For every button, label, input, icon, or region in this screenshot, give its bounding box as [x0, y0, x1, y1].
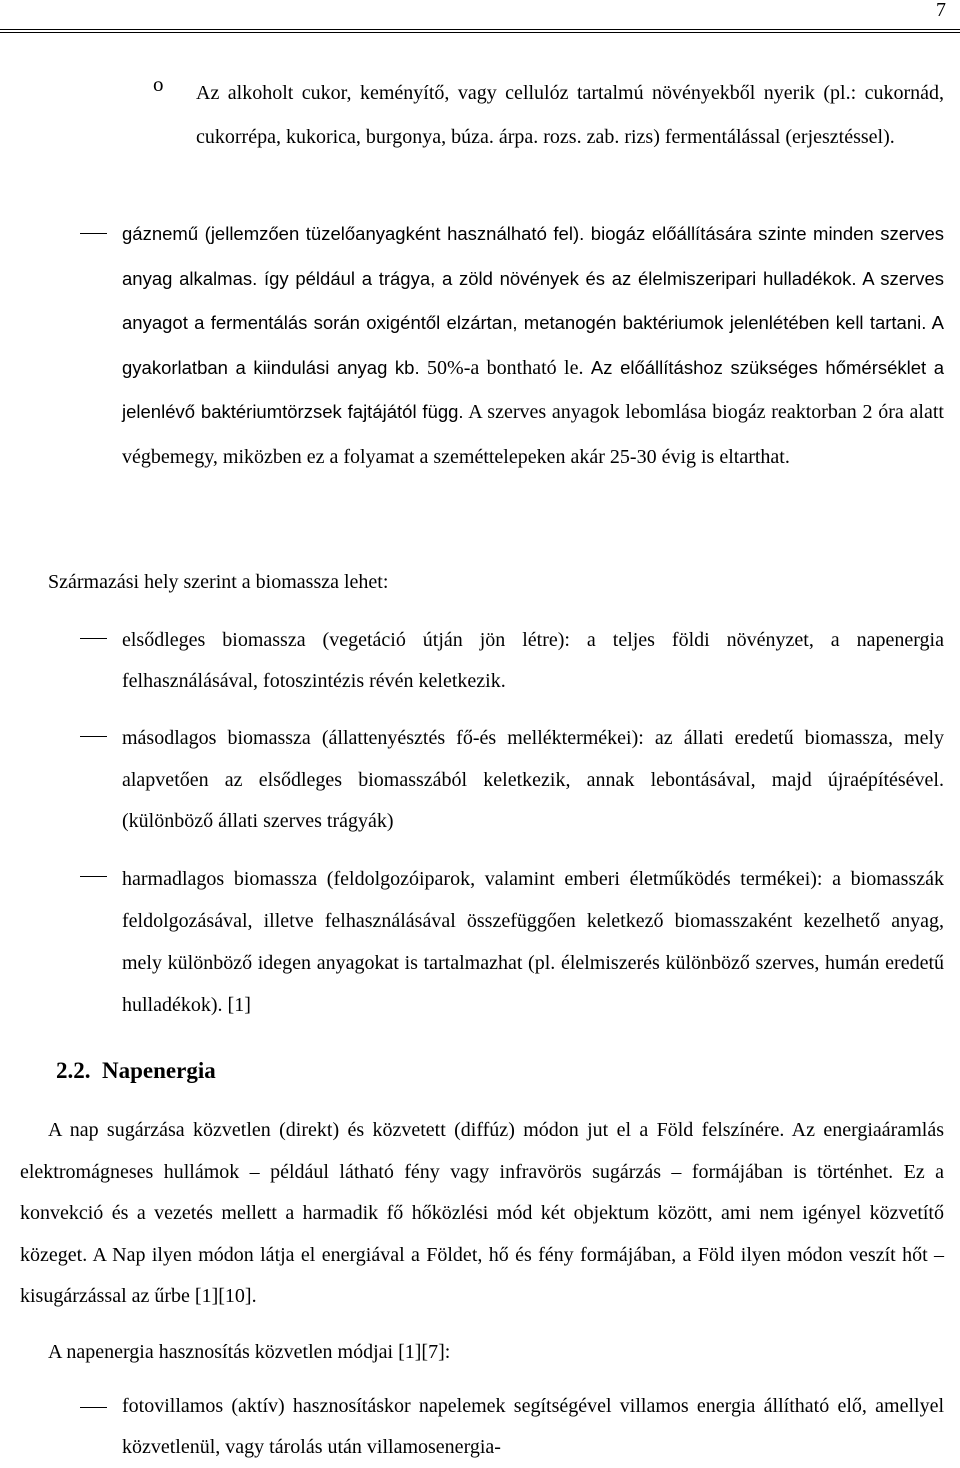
gas-text-part: A szerves anyagok lebomlása biogáz reaktorban 2 óra alatt végbemegy, miközben ez a folyamat a szeméttelepeken akár 25-30 évig is eltarthat.: [122, 401, 944, 468]
list-dash: [80, 1407, 107, 1408]
direct-use-item: fotovillamos (aktív) hasznosításkor napelemek segítségével villamos energia állítható elő, amellyel közvetlenül, vagy tárolás után villamosenergia-: [122, 1395, 944, 1458]
list-dash: [80, 638, 107, 639]
section-number: 2.2.: [56, 1058, 91, 1083]
sub-bullet-marker: o: [153, 72, 164, 96]
origin-item: harmadlagos biomassza (feldolgozóiparok, valamint emberi életműködés termékei): a biomasszák feldolgozásával, illetve felhasználásával összefüggően keletkező biomasszaként kezelhető anyag, mely különböző idegen anyagokat is tartalmazhat (pl. élelmiszerés különböző szerves, humán eredetű hulladékok). [1]: [122, 868, 944, 1016]
origin-item: elsődleges biomassza (vegetáció útján jön létre): a teljes földi növényzet, a napenergia felhasználásával, fotoszintézis révén keletkezik.: [122, 629, 944, 692]
list-dash: [80, 233, 107, 234]
gas-text-part: 50%-a bontható le.: [427, 356, 584, 379]
solar-paragraph: A nap sugárzása közvetlen (direkt) és közvetett (diffúz) módon jut el a Föld felszínére. Az energiaáramlás elektromágneses hullámok – például látható fény vagy infravörös sugárzás – formájában is történhet. Ez a konvekció és a vezetés mellett a harmadik fő hőközlési mód két objektum között, ami nem igényel közvetítő közeget. A Nap ilyen módon látja el energiával a Földet, hő és fény formájában, a Föld ilyen módon veszít hőt – kisugárzással az űrbe [1][10].: [20, 1119, 944, 1307]
origin-intro: Származási hely szerint a biomassza lehet:: [48, 571, 389, 593]
origin-item: másodlagos biomassza (állattenyésztés fő-és melléktermékei): az állati eredetű biomassza, mely alapvetően az elsődleges biomasszából keletkezik, annak lebontásával, majd újraépítésével. (különböző állati szerves trágyák): [122, 727, 944, 832]
section-heading: [56, 1053, 216, 1089]
list-dash: [80, 876, 107, 877]
page-number: 7: [936, 0, 946, 21]
header-rule: [0, 29, 960, 33]
sub-bullet-text: Az alkoholt cukor, keményítő, vagy cellulóz tartalmú növényekből nyerik (pl.: cukornád, cukorrépa, kukorica, burgonya, búza. árpa. rozs. zab. rizs) fermentálással (erjesztéssel).: [196, 82, 944, 148]
gas-item-text: [122, 212, 944, 479]
section-title: Napenergia: [102, 1058, 216, 1083]
direct-use-intro: A napenergia hasznosítás közvetlen módjai [1][7]:: [48, 1341, 451, 1363]
list-dash: [80, 736, 107, 737]
gas-text-part: Az előállításhoz szükséges hőmérséklet a jelenlévő baktériumtörzsek fajtájától függ.: [122, 356, 945, 422]
gas-text-part: gáznemű (jellemzően tüzelőanyagként használható fel). biogáz előállítására szinte minden szerves anyag alkalmas. így például a trágya, a zöld növények és az élelmiszeripari hulladékok. A szerves anyagot a fermentálás során oxigéntől elzártan, metanogén baktériumok jelenlétében kell tartani. A gyakorlatban a kiindulási anyag kb.: [122, 223, 944, 378]
